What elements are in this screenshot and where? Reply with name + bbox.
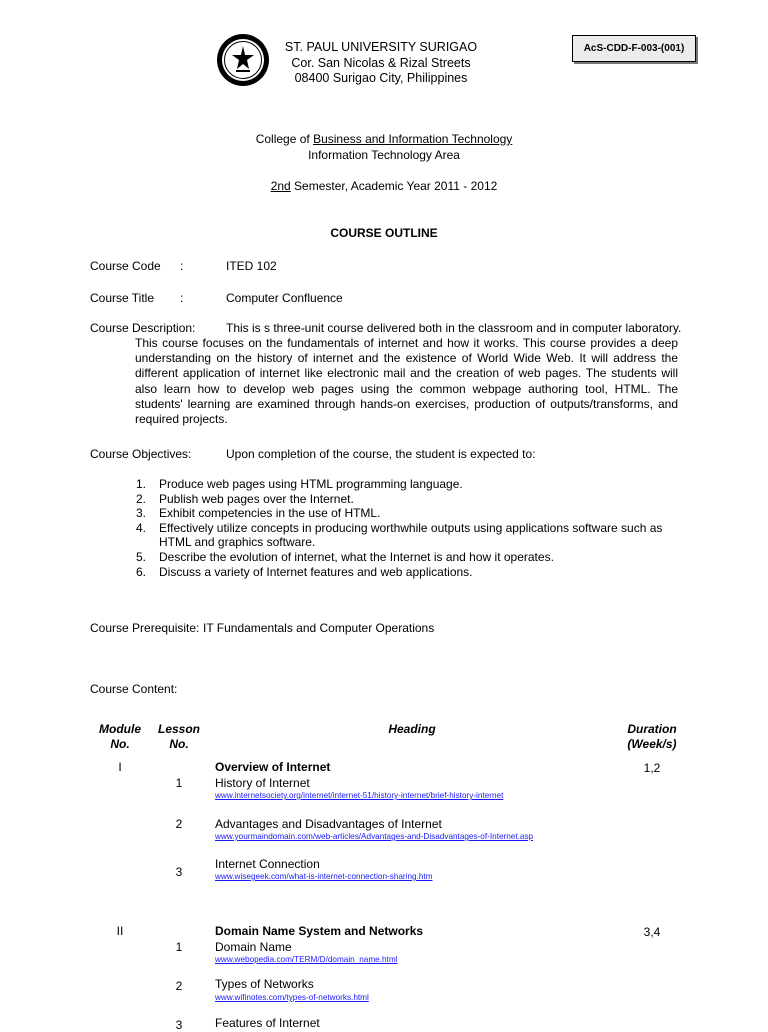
- objective-number: 1.: [136, 477, 147, 491]
- objective-text: Describe the evolution of internet, what the Internet is and how it operates.: [159, 549, 554, 564]
- lesson-title: Features of Internet: [215, 1016, 320, 1030]
- objective-number: 2.: [136, 491, 147, 506]
- lesson-title: Types of Networks: [215, 977, 314, 991]
- document-title: COURSE OUTLINE: [330, 226, 438, 240]
- area-line: Information Technology Area: [308, 148, 460, 162]
- lesson-title: Domain Name: [215, 940, 292, 954]
- objective-number: 6.: [136, 564, 147, 579]
- col-header-lesson-line2: No.: [169, 737, 189, 751]
- col-header-duration-line1: Duration: [627, 722, 677, 736]
- semester-ordinal: 2nd: [270, 179, 291, 193]
- module-number: I: [118, 760, 122, 774]
- course-code-colon: :: [180, 259, 184, 273]
- module-number: II: [116, 924, 124, 938]
- course-description-first-line: This is s three-unit course delivered both in the classroom and in computer laboratory.: [226, 321, 682, 335]
- objective-text: Exhibit competencies in the use of HTML.: [159, 506, 381, 521]
- lesson-number: 2: [175, 979, 183, 993]
- course-code-label: Course Code: [90, 259, 161, 273]
- objective-text: Discuss a variety of Internet features and web applications.: [159, 564, 473, 579]
- lesson-number: 3: [175, 865, 183, 879]
- address-line-2: 08400 Surigao City, Philippines: [294, 71, 468, 85]
- lesson-number: 1: [175, 776, 183, 790]
- lesson-reference-link[interactable]: www.yourmaindomain.com/web-articles/Advantages-and-Disadvantages-of-Internet.asp: [215, 832, 534, 841]
- university-name: ST. PAUL UNIVERSITY SURIGAO: [284, 40, 478, 54]
- course-content-label: Course Content:: [90, 682, 178, 696]
- col-header-lesson: [149, 722, 209, 752]
- course-objectives-intro: Upon completion of the course, the student is expected to:: [226, 447, 536, 461]
- col-header-module-line1: Module: [99, 722, 141, 736]
- course-title-colon: :: [180, 291, 184, 305]
- address-line-1: Cor. San Nicolas & Rizal Streets: [291, 55, 471, 70]
- lesson-reference-link[interactable]: www.webopedia.com/TERM/D/domain_name.html: [215, 955, 398, 964]
- objective-item: [136, 506, 696, 521]
- course-objectives-label: Course Objectives:: [90, 447, 192, 461]
- lesson-reference-link[interactable]: www.internetsociety.org/internet/internet-51/history-internet/brief-history-internet: [215, 791, 504, 800]
- module-duration: 3,4: [643, 925, 661, 939]
- college-name: Business and Information Technology: [313, 132, 513, 146]
- course-title-label: Course Title: [90, 291, 155, 305]
- college-line: [184, 132, 584, 146]
- university-seal-logo: [216, 33, 270, 87]
- lesson-title: Advantages and Disadvantages of Internet: [215, 817, 442, 831]
- objective-item: [136, 521, 696, 550]
- col-header-heading: Heading: [388, 722, 436, 736]
- lesson-title: Internet Connection: [215, 857, 320, 871]
- objective-item: [136, 477, 696, 492]
- lesson-reference-link[interactable]: www.wifinotes.com/types-of-networks.html: [215, 993, 369, 1002]
- course-description-label: Course Description:: [90, 321, 196, 335]
- course-prerequisite-value: IT Fundamentals and Computer Operations: [203, 621, 435, 635]
- course-title-value: Computer Confluence: [226, 291, 343, 305]
- course-description-text: This course focuses on the fundamentals of internet and how it works. This course provides a deep understanding on the history of internet and the existence of World Wide Web. It will address the different application of internet like electronic mail and the creation of web pages. The students will also learn how to develop web pages using the common webpage authoring tool, HTML. The students' learning are examined through hands-on exercises, production of outputs/transforms, and required projects.: [135, 336, 678, 427]
- lesson-number: 1: [175, 940, 183, 954]
- college-prefix: College of: [255, 132, 314, 146]
- col-header-module: [90, 722, 150, 752]
- objective-text: Produce web pages using HTML programming language.: [159, 477, 463, 491]
- col-header-duration: [612, 722, 692, 752]
- objective-number: 5.: [136, 549, 147, 564]
- university-address-block: [276, 40, 486, 87]
- objective-item: [136, 492, 696, 507]
- objective-number: 4.: [136, 520, 147, 535]
- lesson-title: History of Internet: [215, 776, 310, 790]
- module-title: Overview of Internet: [215, 760, 331, 774]
- module-title: Domain Name System and Networks: [215, 924, 424, 938]
- course-prerequisite-label: Course Prerequisite:: [90, 621, 200, 635]
- objective-number: 3.: [136, 506, 147, 521]
- form-code-box: [572, 35, 696, 62]
- objectives-list: [136, 477, 696, 579]
- module-duration: 1,2: [643, 761, 661, 775]
- objective-text: Publish web pages over the Internet.: [159, 491, 354, 506]
- objective-item: [136, 565, 696, 580]
- col-header-module-line2: No.: [110, 737, 130, 751]
- objective-item: [136, 550, 696, 565]
- course-code-value: ITED 102: [226, 259, 277, 273]
- semester-text: Semester, Academic Year 2011 - 2012: [290, 179, 498, 193]
- form-code: AcS-CDD-F-003-(001): [583, 43, 685, 54]
- col-header-duration-line2: (Week/s): [627, 737, 677, 751]
- semester-line: [184, 179, 584, 193]
- col-header-lesson-line1: Lesson: [157, 722, 200, 736]
- objective-text: Effectively utilize concepts in producing worthwhile outputs using applications software such as HTML and graphics software.: [159, 520, 663, 550]
- lesson-reference-link[interactable]: www.wisegeek.com/what-is-internet-connection-sharing.htm: [215, 872, 433, 881]
- lesson-number: 3: [175, 1018, 183, 1032]
- lesson-number: 2: [175, 817, 183, 831]
